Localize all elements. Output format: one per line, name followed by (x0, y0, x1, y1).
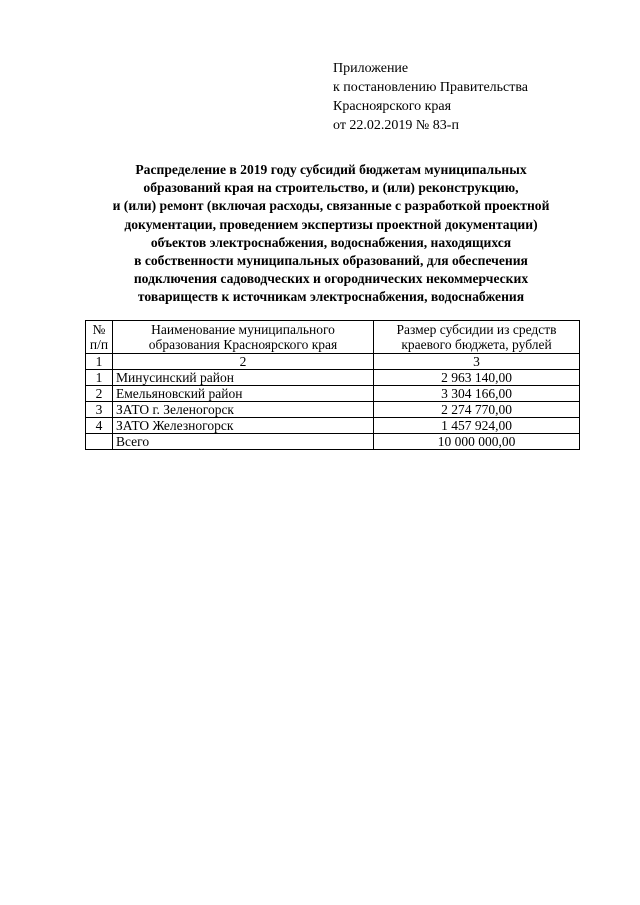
column-number: 3 (374, 354, 580, 370)
row-num: 1 (86, 370, 113, 386)
row-name: Минусинский район (113, 370, 374, 386)
appendix-line: Приложение (333, 61, 409, 76)
row-amount: 3 304 166,00 (374, 386, 580, 402)
row-name: ЗАТО г. Зеленогорск (113, 402, 374, 418)
appendix-line: к постановлению Правительства (333, 80, 529, 95)
appendix-line: от 22.02.2019 № 83-п (333, 118, 459, 133)
appendix-line: Красноярского края (333, 99, 452, 114)
header-amount (374, 321, 580, 354)
header-text: Размер субсидии из средств (396, 322, 557, 337)
total-num (86, 434, 113, 450)
total-label: Всего (113, 434, 374, 450)
header-name (113, 321, 374, 354)
row-amount: 2 963 140,00 (374, 370, 580, 386)
row-amount: 1 457 924,00 (374, 418, 580, 434)
title-line: образований края на строительство, и (или) реконструкцию, (143, 180, 519, 196)
title-line: документации, проведением экспертизы проектной документации) (124, 216, 538, 232)
column-number: 2 (113, 354, 374, 370)
header-text: Наименование муниципального (151, 322, 335, 337)
header-text: образования Красноярского края (148, 337, 338, 352)
table-header-row (86, 321, 580, 354)
title-line: Распределение в 2019 году субсидий бюджетам муниципальных (135, 162, 527, 177)
column-number: 1 (86, 354, 113, 370)
table-row (86, 402, 580, 418)
table-row (86, 370, 580, 386)
table-row (86, 418, 580, 434)
row-name: Емельяновский район (113, 386, 374, 402)
title-line: подключения садоводческих и огороднических некоммерческих (133, 271, 529, 287)
header-num (86, 321, 113, 354)
header-text: № (92, 322, 106, 337)
total-row (86, 434, 580, 450)
document-title (60, 161, 602, 307)
title-line: и (или) ремонт (включая расходы, связанные с разработкой проектной (112, 198, 550, 214)
title-line: товариществ к источникам электроснабжения, водоснабжения (137, 289, 525, 305)
column-number-row (86, 354, 580, 370)
row-num: 3 (86, 402, 113, 418)
title-line: в собственности муниципальных образований, для обеспечения (134, 253, 528, 269)
row-num: 2 (86, 386, 113, 402)
header-text: краевого бюджета, рублей (401, 337, 552, 352)
row-name: ЗАТО Железногорск (113, 418, 374, 434)
subsidy-table (85, 320, 580, 450)
appendix-header (333, 59, 528, 135)
title-line: объектов электроснабжения, водоснабжения, находящихся (150, 234, 512, 250)
table-row (86, 386, 580, 402)
row-num: 4 (86, 418, 113, 434)
total-amount: 10 000 000,00 (374, 434, 580, 450)
header-text: п/п (89, 337, 109, 352)
row-amount: 2 274 770,00 (374, 402, 580, 418)
